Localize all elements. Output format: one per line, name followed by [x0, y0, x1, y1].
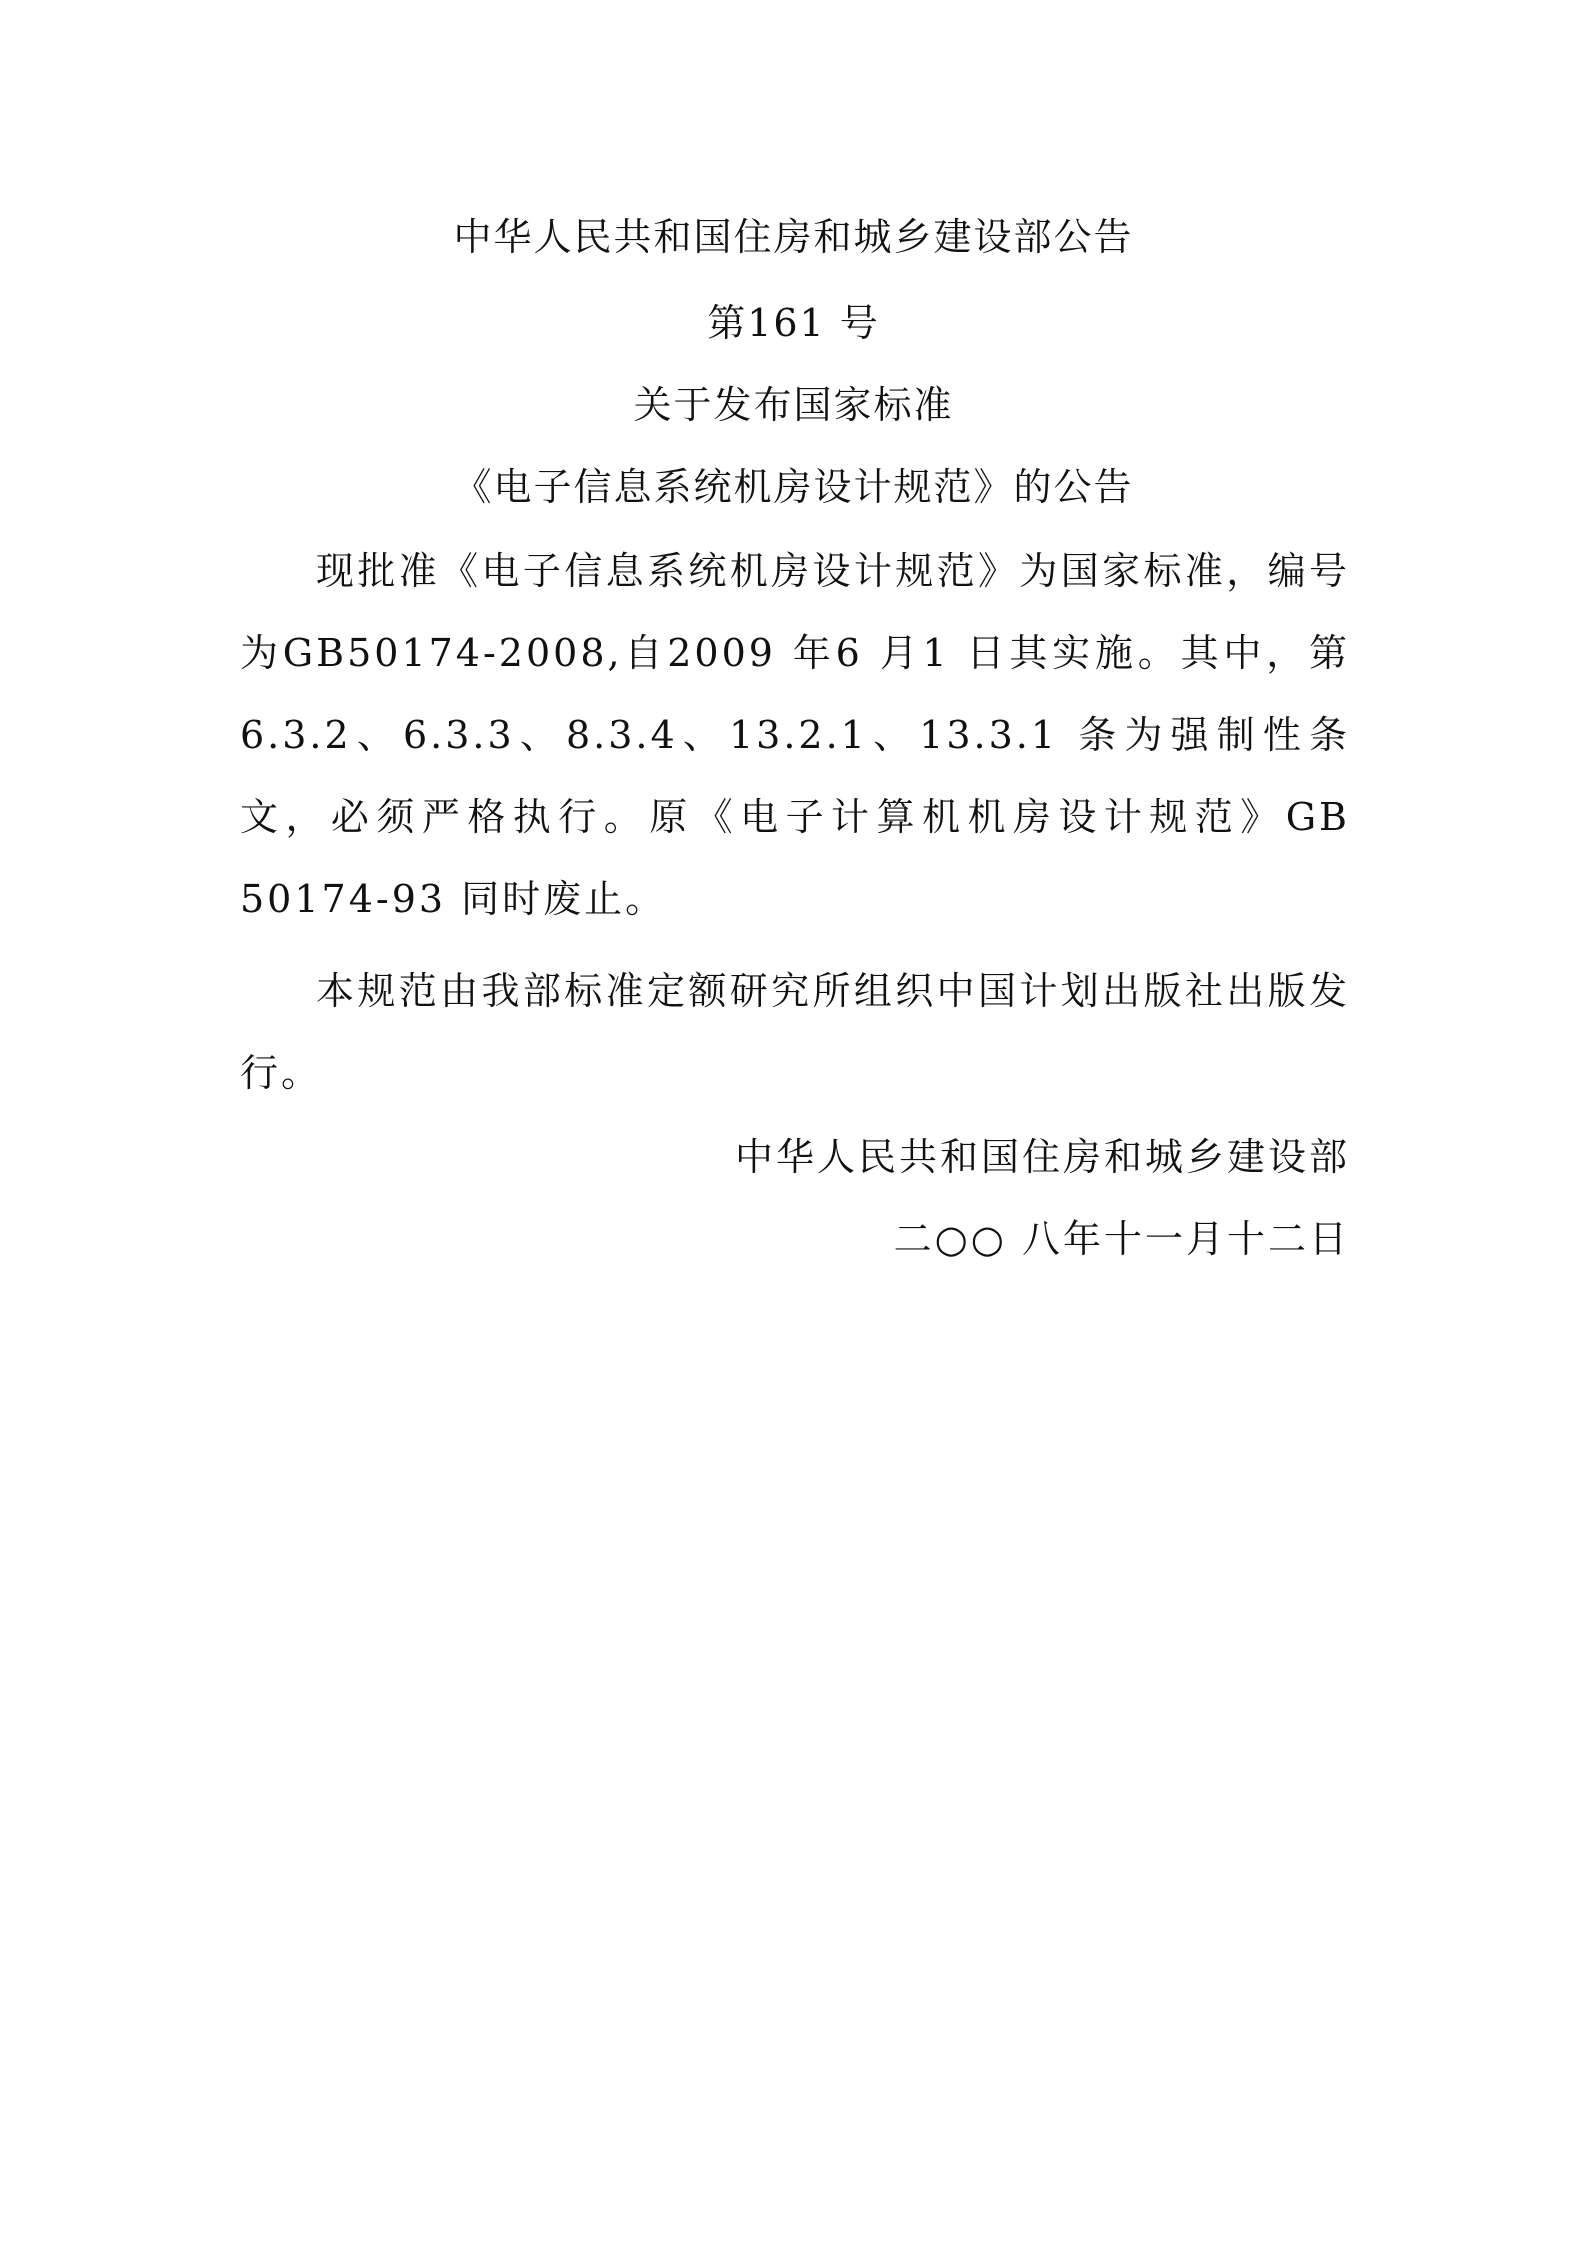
announcement-issuer: 中华人民共和国住房和城乡建设部公告 [453, 215, 1134, 259]
issuer-signature: 中华人民共和国住房和城乡建设部 [734, 1135, 1350, 1179]
announcement-body-paragraph-1 [240, 530, 1350, 940]
paragraph-approval: 现批准《电子信息系统机房设计规范》为国家标准，编号为GB50174-2008,自2009 年6 月1 日其实施。其中，第6.3.2、6.3.3、8.3.4、13.2.1、13.3.1 条为强制性条文，必须严格执行。原《电子计算机机房设计规范》GB 50174-93 同时废止。 [240, 549, 1350, 921]
paragraph-publication: 本规范由我部标准定额研究所组织中国计划出版社出版发行。 [240, 969, 1350, 1095]
issue-date: 二○○ 八年十一月十二日 [893, 1217, 1350, 1261]
announcement-subject-line1: 关于发布国家标准 [633, 383, 954, 427]
announcement-body-paragraph-2 [240, 950, 1350, 1114]
announcement-subject-line2: 《电子信息系统机房设计规范》的公告 [453, 465, 1134, 509]
announcement-number: 第161 号 [707, 301, 880, 345]
